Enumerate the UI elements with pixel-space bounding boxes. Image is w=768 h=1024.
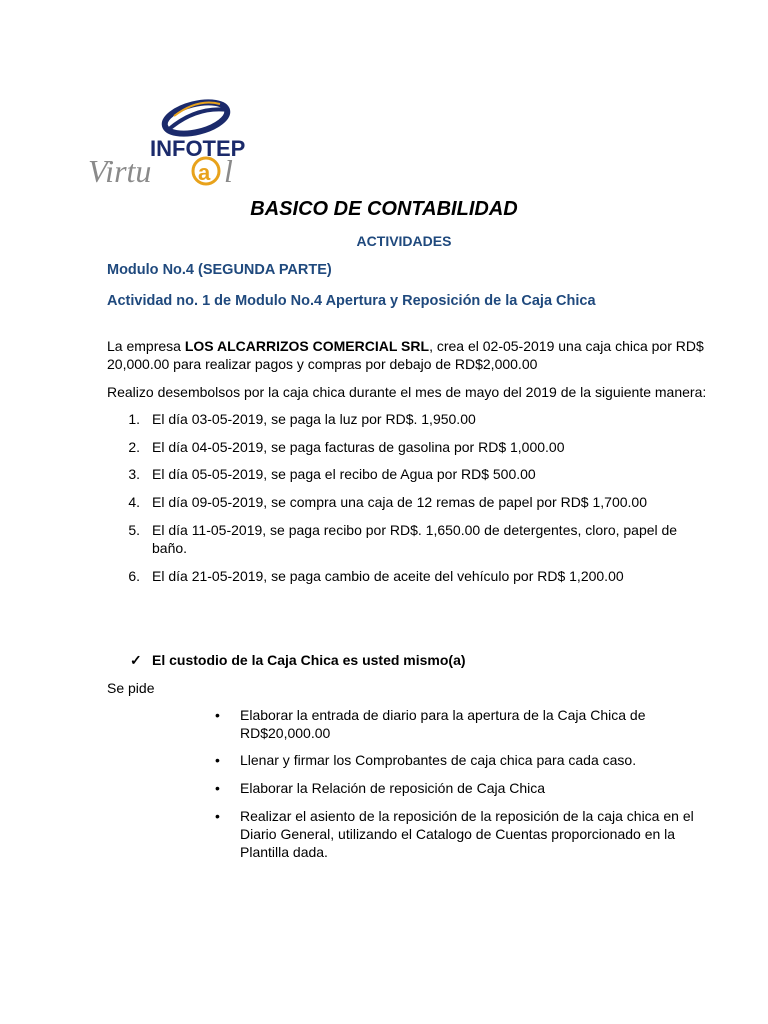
logo-sub-text: Virtu [88,153,152,189]
list-item-number: 1. [128,411,140,427]
list-item-text: El día 05-05-2019, se paga el recibo de Agua por RD$ 500.00 [152,466,536,482]
activity-heading: Actividad no. 1 de Modulo No.4 Apertura y Reposición de la Caja Chica [107,293,596,309]
task-text [240,807,700,861]
list-item-line1: El día 11-05-2019, se paga recibo por RD$. 1,650.00 de detergentes, cloro, papel de [152,522,678,538]
company-name: LOS ALCARRIZOS COMERCIAL SRL [184,338,430,354]
list-item-number: 5. [128,522,140,538]
document-title: BASICO DE CONTABILIDAD [250,198,518,220]
task-line: Plantilla dada. [240,844,328,860]
list-item-number: 4. [128,494,140,510]
module-heading: Modulo No.4 (SEGUNDA PARTE) [107,262,332,278]
task-text: Llenar y firmar los Comprobantes de caja chica para cada caso. [240,752,637,768]
list-item-number: 2. [128,439,140,455]
task-line: Elaborar la entrada de diario para la apertura de la Caja Chica de [240,707,646,723]
logo-l-letter: l [224,153,233,189]
bullet-icon: • [215,780,220,796]
task-text: Elaborar la Relación de reposición de Caja Chica [240,780,546,796]
intro-prefix: La empresa [107,338,185,354]
custodian-text: El custodio de la Caja Chica es usted mismo(a) [152,652,466,668]
intro-line2: 20,000.00 para realizar pagos y compras por debajo de RD$2,000.00 [107,356,538,372]
bullet-icon: • [215,707,220,723]
custodian-note [130,651,466,669]
logo-graphic [88,96,248,192]
list-item-number: 3. [128,466,140,482]
se-pide-label: Se pide [107,680,155,696]
list-item-line2: baño. [152,540,188,556]
list-item-text: El día 09-05-2019, se compra una caja de 12 remas de papel por RD$ 1,700.00 [152,494,647,510]
task-line: Realizar el asiento de la reposición de la reposición de la caja chica en el [240,808,694,824]
infotep-virtual-logo [88,96,248,192]
task-text [240,706,700,742]
list-item-text: El día 04-05-2019, se paga facturas de gasolina por RD$ 1,000.00 [152,439,565,455]
intro-paragraph [107,337,707,373]
task-line: Diario General, utilizando el Catalogo de Cuentas proporcionado en la [240,826,676,842]
disbursements-intro: Realizo desembolsos por la caja chica durante el mes de mayo del 2019 de la siguiente manera: [107,384,707,400]
list-item-text [152,521,682,557]
logo-brand-text: INFOTEP [150,136,246,161]
list-item-text: El día 03-05-2019, se paga la luz por RD$. 1,950.00 [152,411,476,427]
intro-line1-rest: , crea el 02-05-2019 una caja chica por RD$ [429,338,704,354]
list-item-number: 6. [128,568,140,584]
checkmark-icon: ✓ [130,652,142,668]
section-title: ACTIVIDADES [356,233,452,249]
bullet-icon: • [215,752,220,768]
task-line: RD$20,000.00 [240,725,331,741]
list-item-text: El día 21-05-2019, se paga cambio de aceite del vehículo por RD$ 1,200.00 [152,568,624,584]
bullet-icon: • [215,808,220,824]
logo-at-sign: a [198,160,211,185]
